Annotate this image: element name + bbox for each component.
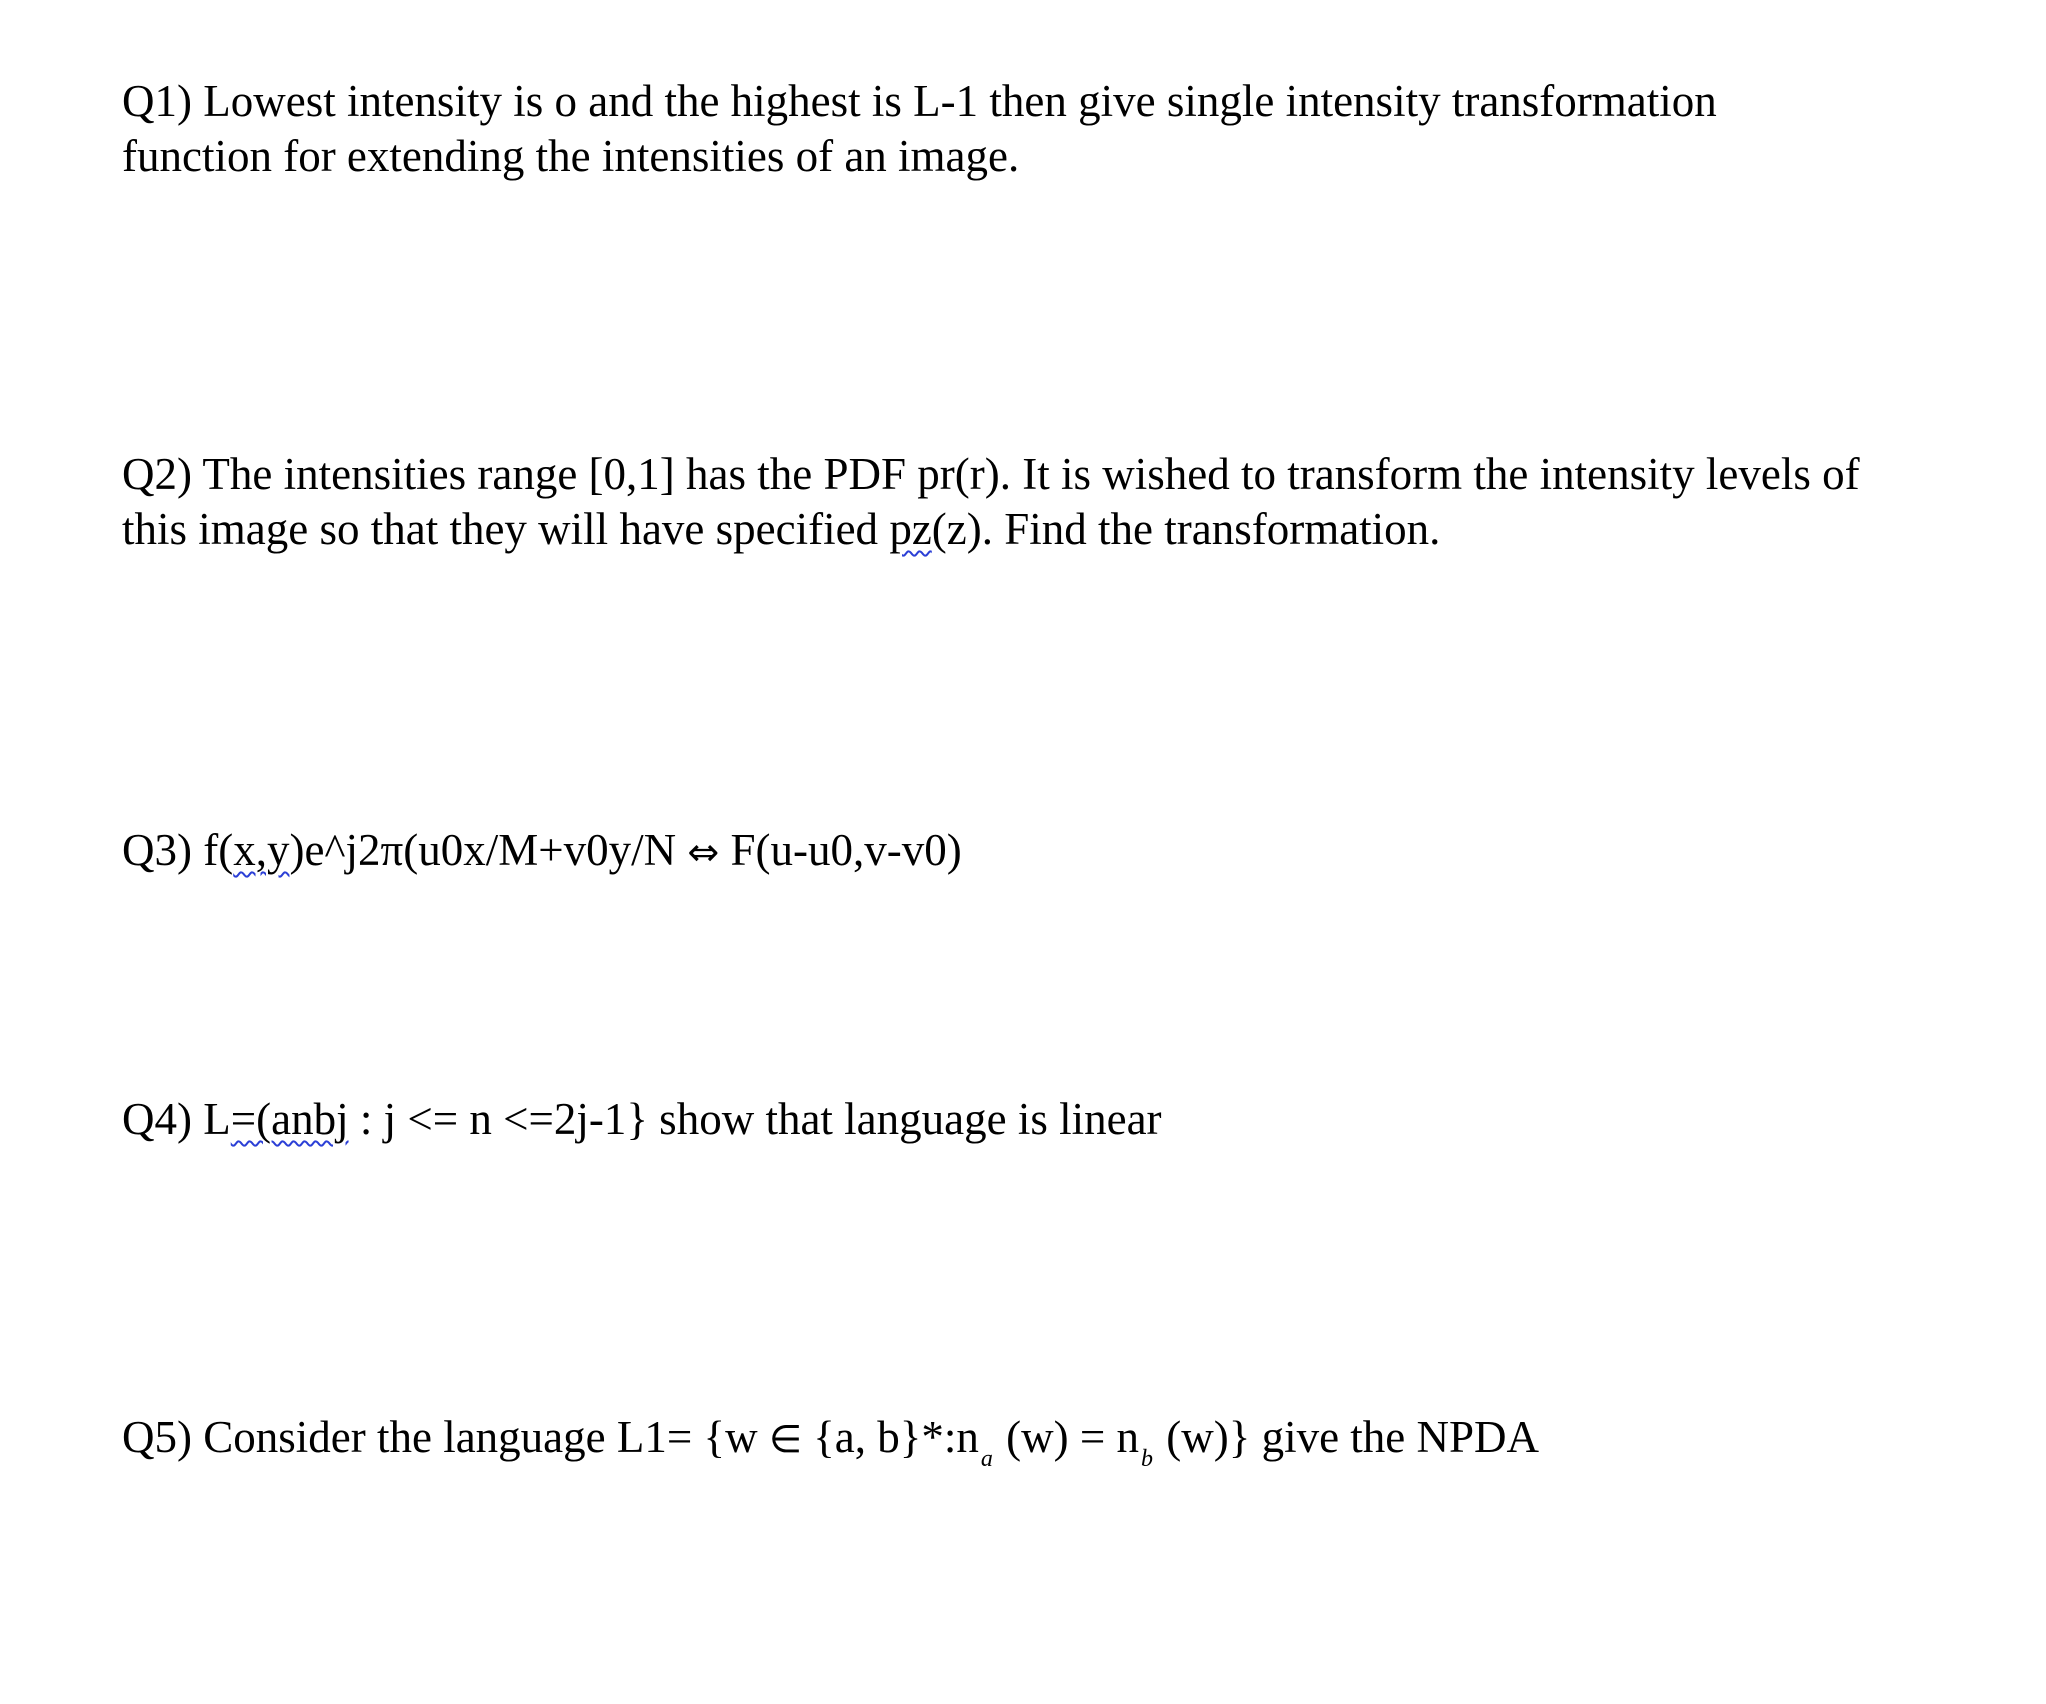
question-3-line-1 xyxy=(122,823,1962,880)
element-of-icon: ∈ xyxy=(768,1417,802,1461)
spellcheck-flag-pz: pz xyxy=(889,504,932,554)
q2-text-after: (z). Find the transformation. xyxy=(931,504,1441,554)
question-4-line-1 xyxy=(122,1092,1962,1147)
q3-middle: )e^j2π(u0x/M+v0y/N xyxy=(289,825,688,875)
q5-middle-2: (w) = n xyxy=(994,1412,1139,1462)
q5-suffix: (w)} give the NPDA xyxy=(1155,1412,1540,1462)
spellcheck-flag-anbj: =(anbj xyxy=(230,1094,349,1144)
q4-suffix: : j <= n <=2j-1} show that language is linear xyxy=(348,1094,1162,1144)
question-2-line-2 xyxy=(122,502,1962,557)
question-1-line-1: Q1) Lowest intensity is o and the highest is L-1 then give single intensity transformation xyxy=(122,76,1717,126)
spellcheck-flag-xy: x,y xyxy=(233,825,290,875)
question-1 xyxy=(122,74,1962,184)
subscript-b: b xyxy=(1141,1446,1153,1472)
subscript-a: a xyxy=(980,1446,993,1472)
q5-middle-1: {a, b}*:n xyxy=(801,1412,979,1462)
question-4 xyxy=(122,1092,1962,1147)
double-arrow-icon: ⇔ xyxy=(687,830,720,874)
question-2 xyxy=(122,447,1962,557)
question-3 xyxy=(122,823,1962,880)
q5-prefix: Q5) Consider the language L1= {w xyxy=(122,1412,769,1462)
question-1-line-2: function for extending the intensities of an image. xyxy=(122,131,1020,181)
q2-text-before: this image so that they will have specified xyxy=(122,504,890,554)
q3-prefix: Q3) f( xyxy=(122,825,234,875)
question-5 xyxy=(122,1410,1962,1473)
q3-suffix: F(u-u0,v-v0) xyxy=(719,825,962,875)
q4-prefix: Q4) L xyxy=(122,1094,231,1144)
question-2-line-1: Q2) The intensities range [0,1] has the PDF pr(r). It is wished to transform the intensity levels of xyxy=(122,449,1860,499)
question-5-line-1 xyxy=(122,1410,1962,1473)
